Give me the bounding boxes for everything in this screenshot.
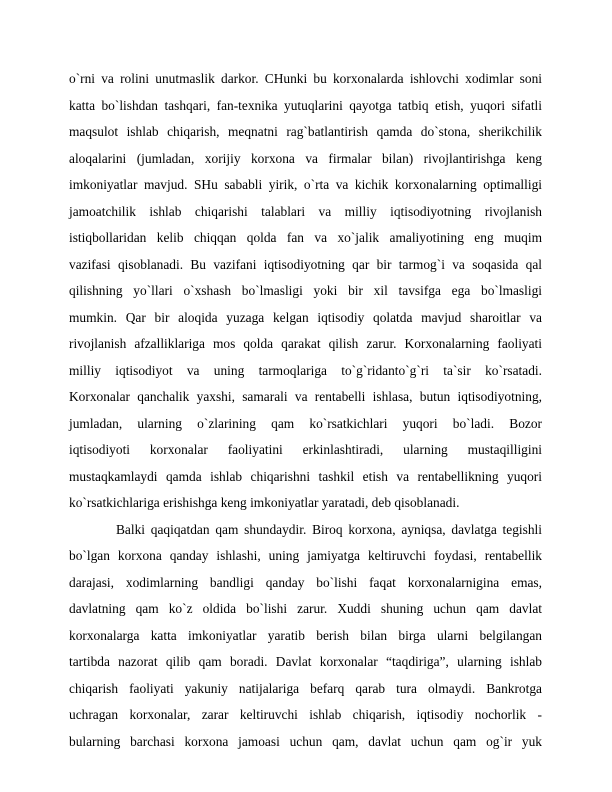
text-line: uchragan korxonalar, zarar keltiruvchi ishlab chiqarish, iqtisodiy nochorlik - <box>69 707 542 722</box>
text-line: katta bo`lishdan tashqari, fan-texnika yutuqlarini qayotga tatbiq etish, yuqori sifatli <box>69 97 542 113</box>
text-line: Balki qaqiqatdan qam shundaydir. Biroq korxona, ayniqsa, davlatga tegishli <box>116 521 542 537</box>
text-line: imkoniyatlar mavjud. SHu sababli yirik, o`rta va kichik korxonalarning optimalligi <box>69 177 542 192</box>
text-line: darajasi, xodimlarning bandligi qanday bo`lishi faqat korxonalarnigina emas, <box>69 574 542 590</box>
text-line: ko`rsatkichlariga erishishga keng imkoniyatlar yaratadi, deb qisoblanadi. <box>69 495 460 510</box>
body-text <box>69 66 542 755</box>
text-line: chiqarish faoliyati yakuniy natijalariga befarq qarab tura olmaydi. Bankrotga <box>69 680 542 696</box>
text-line: maqsulot ishlab chiqarish, meqnatni rag`batlantirish qamda do`stona, sherikchilik <box>69 124 542 139</box>
text-line: milliy iqtisodiyot va uning tarmoqlariga to`g`ridanto`g`ri ta`sir ko`rsatadi. <box>69 362 542 378</box>
paragraph-1 <box>69 66 542 517</box>
text-line: mumkin. Qar bir aloqida yuzaga kelgan iqtisodiy qolatda mavjud sharoitlar va <box>69 309 542 325</box>
text-line: korxonalarga katta imkoniyatlar yaratib berish bilan birga ularni belgilangan <box>69 627 542 643</box>
text-line: o`rni va rolini unutmaslik darkor. CHunki bu korxonalarda ishlovchi xodimlar soni <box>69 71 542 86</box>
text-line: tartibda nazorat qilib qam boradi. Davlat korxonalar “taqdiriga”, ularning ishlab <box>69 654 542 669</box>
text-line: aloqalarini (jumladan, xorijiy korxona va firmalar bilan) rivojlantirishga keng <box>69 150 542 166</box>
text-line: bularning barchasi korxona jamoasi uchun qam, davlat uchun qam og`ir yuk <box>69 733 542 749</box>
text-line: davlatning qam ko`z oldida bo`lishi zarur. Xuddi shuning uchun qam davlat <box>69 601 542 616</box>
text-line: rivojlanish afzalliklariga mos qolda qarakat qilish zarur. Korxonalarning faoliyati <box>69 336 542 351</box>
text-line: iqtisodiyoti korxonalar faoliyatini erkinlashtiradi, ularning mustaqilligini <box>69 442 542 457</box>
text-line: qilishning yo`llari o`xshash bo`lmasligi yoki bir xil tavsifga ega bo`lmasligi <box>69 283 542 298</box>
text-line: mustaqkamlaydi qamda ishlab chiqarishni tashkil etish va rentabellikning yuqori <box>69 468 542 484</box>
text-line: bo`lgan korxona qanday ishlashi, uning jamiyatga keltiruvchi foydasi, rentabellik <box>69 548 542 563</box>
text-line: istiqbollaridan kelib chiqqan qolda fan va xo`jalik amaliyotining eng muqim <box>69 230 542 245</box>
text-line: jumladan, ularning o`zlarining qam ko`rsatkichlari yuqori bo`ladi. Bozor <box>69 415 542 431</box>
text-line: vazifasi qisoblanadi. Bu vazifani iqtisodiyotning qar bir tarmog`i va soqasida qal <box>69 256 542 272</box>
paragraph-2 <box>69 517 542 756</box>
text-line: Korxonalar qanchalik yaxshi, samarali va rentabelli ishlasa, butun iqtisodiyotning, <box>69 389 542 404</box>
text-line: jamoatchilik ishlab chiqarishi talablari va milliy iqtisodiyotning rivojlanish <box>69 203 542 219</box>
